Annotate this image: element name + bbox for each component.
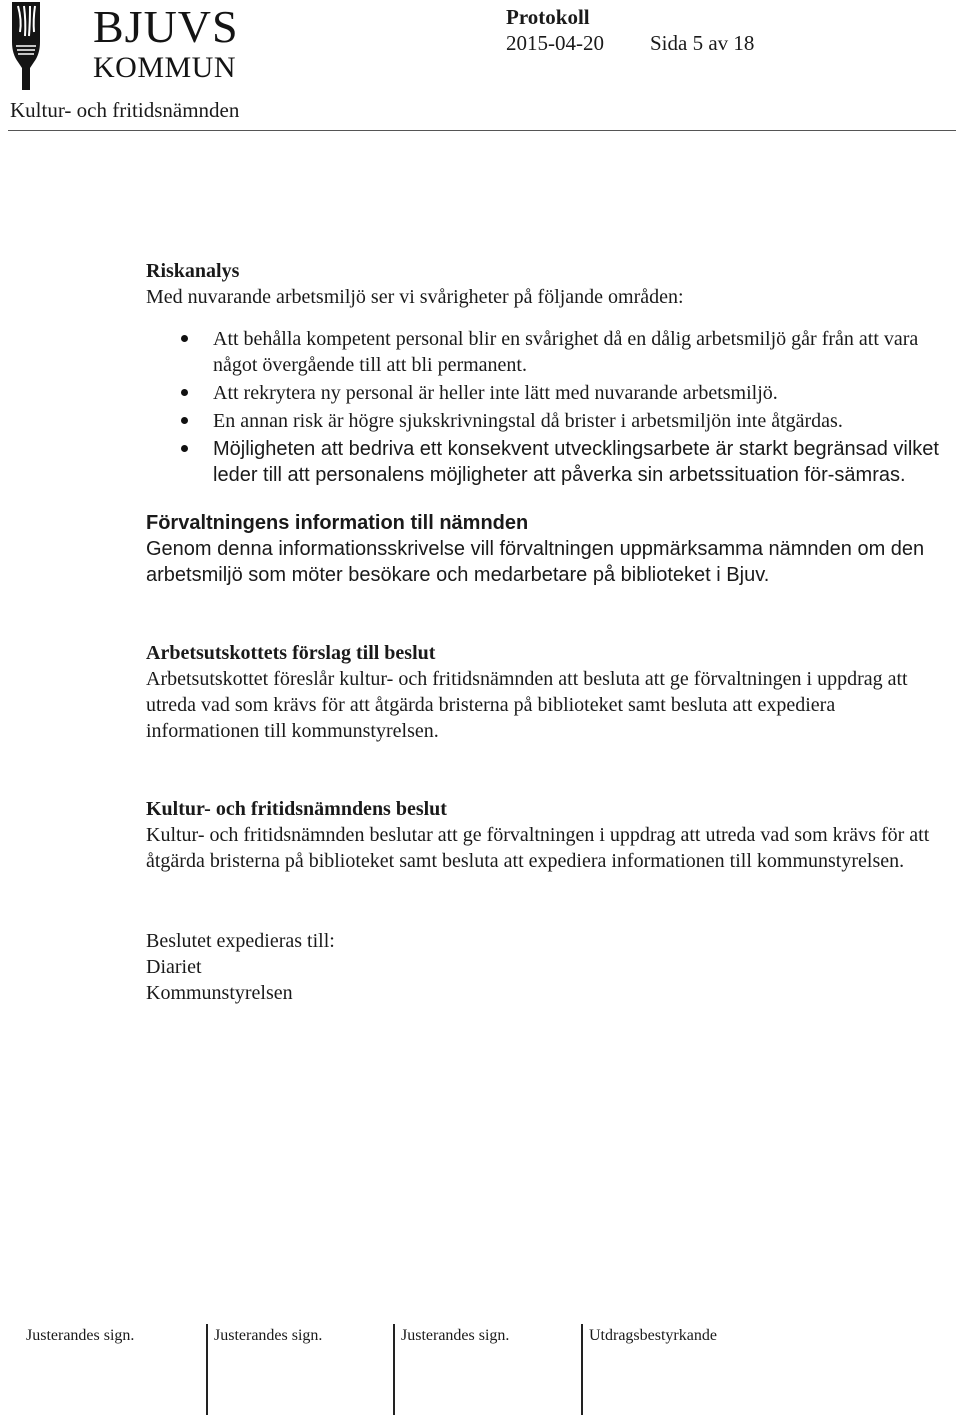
- committee-name: Kultur- och fritidsnämnden: [10, 98, 240, 122]
- torch-icon: [8, 2, 88, 90]
- bjuvs-kommun-logo: [8, 2, 248, 92]
- beslut-heading: Kultur- och fritidsnämndens beslut: [146, 798, 447, 820]
- signature-divider: [581, 1324, 583, 1415]
- document-date: 2015-04-20: [506, 31, 604, 55]
- logo-text-kommun: KOMMUN: [93, 51, 237, 84]
- recipient: Diariet: [146, 956, 202, 978]
- forvaltning-text: Genom denna informationsskrivelse vill förvaltningen uppmärksamma nämnden om den arbetsmiljö som möter besökare och medarbetare på biblioteket i Bjuv.: [146, 538, 925, 586]
- expedieras-label: Beslutet expedieras till:: [146, 930, 335, 952]
- riskanalys-intro: Med nuvarande arbetsmiljö ser vi svårigheter på följande områden:: [146, 286, 684, 308]
- riskanalys-heading: Riskanalys: [146, 260, 240, 282]
- recipient: Kommunstyrelsen: [146, 982, 293, 1004]
- risk-item: Att rekrytera ny personal är heller inte lätt med nuvarande arbetsmiljö.: [213, 380, 946, 406]
- signature-divider: [206, 1324, 208, 1415]
- expedieras-section: [146, 928, 946, 1006]
- signature-footer: [0, 1322, 960, 1415]
- riskanalys-section: [146, 258, 946, 488]
- risk-item: En annan risk är högre sjukskrivningstal då brister i arbetsmiljön inte åtgärdas.: [213, 408, 946, 434]
- risk-item: Möjligheten att bedriva ett konsekvent utvecklingsarbete är starkt begränsad vilket leder till att personalens möjligheter att påverka sin arbetssituation för-sämras.: [213, 436, 946, 488]
- arbetsutskott-text: Arbetsutskottet föreslår kultur- och fritidsnämnden att besluta att ge förvaltningen i uppdrag att utreda vad som krävs för att åtgärda bristerna på biblioteket samt besluta att expediera informationen till kommunstyrelsen.: [146, 668, 908, 742]
- forvaltning-section: [146, 510, 946, 588]
- page-number: Sida 5 av 18: [650, 31, 755, 55]
- signature-label: Justerandes sign.: [26, 1327, 135, 1344]
- risk-item: Att behålla kompetent personal blir en svårighet då en dålig arbetsmiljö går från att vara något övergående till att bli permanent.: [213, 326, 946, 378]
- beslut-text: Kultur- och fritidsnämnden beslutar att ge förvaltningen i uppdrag att utreda vad som krävs för att åtgärda bristerna på biblioteket samt besluta att expediera informationen till kommunstyrelsen.: [146, 824, 930, 872]
- signature-label: Justerandes sign.: [214, 1327, 323, 1344]
- signature-label: Utdragsbestyrkande: [589, 1327, 717, 1344]
- beslut-section: [146, 796, 946, 874]
- risk-list: [146, 326, 946, 488]
- signature-label: Justerandes sign.: [401, 1327, 510, 1344]
- document-type: Protokoll: [506, 5, 590, 29]
- header-divider: [8, 130, 956, 131]
- signature-divider: [393, 1324, 395, 1415]
- arbetsutskott-heading: Arbetsutskottets förslag till beslut: [146, 642, 436, 664]
- document-body: [146, 258, 946, 1006]
- forvaltning-heading: Förvaltningens information till nämnden: [146, 512, 529, 534]
- arbetsutskott-section: [146, 640, 946, 744]
- logo-text-bjuvs: BJUVS: [93, 1, 239, 52]
